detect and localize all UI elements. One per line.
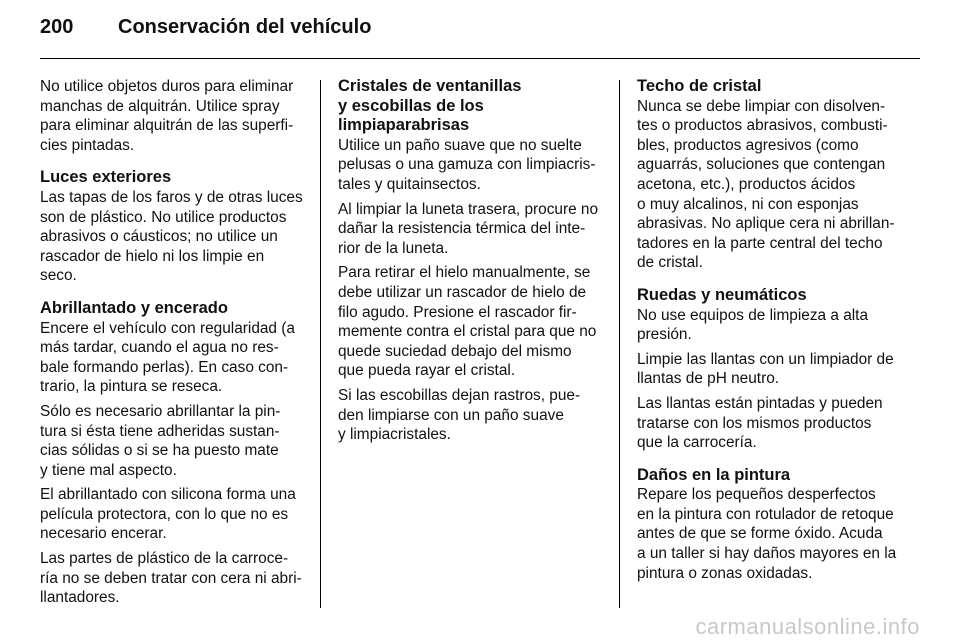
paragraph bbox=[338, 136, 606, 195]
paragraph bbox=[338, 200, 606, 259]
text-line: No utilice objetos duros para eliminar bbox=[40, 78, 294, 95]
text-line: abrasivas. No aplique cera ni abrillan- bbox=[637, 215, 895, 233]
text-line: cias sólidas o si se ha puesto mate bbox=[40, 442, 279, 460]
text-line: bale formando perlas). En caso con- bbox=[40, 358, 289, 376]
text-line: pelusas o una gamuza con limpiacris- bbox=[338, 156, 596, 174]
text-line: Para retirar el hielo manualmente, se bbox=[338, 264, 591, 282]
text-line: rascador de hielo ni los limpie en bbox=[40, 247, 265, 265]
text-line: acetona, etc.), productos ácidos bbox=[637, 175, 856, 193]
text-line: filo agudo. Presione el rascador fir- bbox=[338, 303, 577, 321]
text-line: para eliminar alquitrán de las superfi- bbox=[40, 117, 294, 135]
paragraph bbox=[637, 350, 905, 389]
text-line: Daños en la pintura bbox=[637, 465, 791, 484]
section-heading bbox=[40, 168, 308, 188]
paragraph bbox=[40, 485, 308, 544]
text-line: Las llantas están pintadas y pueden bbox=[637, 394, 883, 412]
paragraph bbox=[637, 97, 905, 273]
text-line: tales y quitainsectos. bbox=[338, 175, 481, 193]
text-line: necesario encerar. bbox=[40, 525, 167, 543]
paragraph bbox=[40, 549, 308, 608]
text-line: aguarrás, soluciones que contengan bbox=[637, 156, 886, 174]
text-line: o muy alcalinos, ni con esponjas bbox=[637, 195, 859, 213]
text-line: Ruedas y neumáticos bbox=[637, 285, 807, 304]
section-gap bbox=[40, 291, 308, 299]
column-divider-1 bbox=[320, 80, 321, 608]
text-line: rior de la luneta. bbox=[338, 239, 449, 257]
text-column-3 bbox=[637, 77, 905, 588]
page-number: 200 bbox=[40, 16, 74, 38]
text-line: cies pintadas. bbox=[40, 136, 135, 154]
text-line: memente contra el cristal para que no bbox=[338, 323, 597, 341]
text-line: Utilice un paño suave que no suelte bbox=[338, 136, 582, 154]
section-heading bbox=[637, 286, 905, 306]
paragraph bbox=[40, 319, 308, 397]
text-line: que pueda rayar el cristal. bbox=[338, 362, 516, 380]
text-line: quede suciedad debajo del mismo bbox=[338, 342, 572, 360]
text-line: de cristal. bbox=[637, 254, 703, 272]
text-line: Las partes de plástico de la carroce- bbox=[40, 550, 289, 568]
paragraph bbox=[637, 306, 905, 345]
paragraph bbox=[40, 77, 308, 155]
text-line: limpiaparabrisas bbox=[338, 116, 470, 135]
text-line: película protectora, con lo que no es bbox=[40, 505, 289, 523]
text-line: seco. bbox=[40, 267, 77, 285]
text-line: El abrillantado con silicona forma una bbox=[40, 486, 296, 504]
text-line: No use equipos de limpieza a alta bbox=[637, 306, 869, 324]
section-heading bbox=[40, 299, 308, 319]
text-line: y limpiacristales. bbox=[338, 426, 451, 444]
text-line: llantas de pH neutro. bbox=[637, 370, 780, 388]
text-line: son de plástico. No utilice productos bbox=[40, 208, 287, 226]
section-gap bbox=[637, 458, 905, 466]
text-line: Repare los pequeños desperfectos bbox=[637, 486, 876, 504]
paragraph bbox=[40, 402, 308, 480]
text-line: Techo de cristal bbox=[637, 77, 762, 95]
text-line: tratarse con los mismos productos bbox=[637, 414, 872, 432]
paragraph bbox=[40, 188, 308, 286]
text-line: debe utilizar un rascador de hielo de bbox=[338, 283, 587, 301]
text-line: ría no se deben tratar con cera ni abri- bbox=[40, 569, 302, 587]
paragraph bbox=[637, 394, 905, 453]
text-line: tadores en la parte central del techo bbox=[637, 234, 883, 252]
text-line: y tiene mal aspecto. bbox=[40, 461, 177, 479]
section-heading bbox=[338, 77, 606, 136]
text-line: Encere el vehículo con regularidad (a bbox=[40, 319, 295, 337]
watermark: carmanualsonline.info bbox=[695, 614, 920, 639]
paragraph bbox=[338, 263, 606, 381]
text-line: llantadores. bbox=[40, 589, 120, 607]
header-divider bbox=[40, 58, 920, 59]
section-heading bbox=[637, 77, 905, 97]
text-line: tes o productos abrasivos, combusti- bbox=[637, 117, 888, 135]
text-line: Sólo es necesario abrillantar la pin- bbox=[40, 402, 281, 420]
text-line: Nunca se debe limpiar con disolven- bbox=[637, 97, 886, 115]
section-heading bbox=[637, 466, 905, 486]
section-gap bbox=[40, 160, 308, 168]
text-line: manchas de alquitrán. Utilice spray bbox=[40, 97, 280, 115]
page-header bbox=[40, 16, 920, 48]
text-line: pintura o zonas oxidadas. bbox=[637, 564, 813, 582]
text-line: en la pintura con rotulador de retoque bbox=[637, 505, 894, 523]
column-divider-2 bbox=[619, 80, 620, 608]
text-line: que la carrocería. bbox=[637, 434, 757, 452]
text-line: Cristales de ventanillas bbox=[338, 77, 522, 95]
text-line: den limpiarse con un paño suave bbox=[338, 406, 564, 424]
text-line: Si las escobillas dejan rastros, pue- bbox=[338, 386, 581, 404]
paragraph bbox=[637, 485, 905, 583]
text-line: y escobillas de los bbox=[338, 96, 484, 115]
text-line: bles, productos agresivos (como bbox=[637, 136, 859, 154]
paragraph bbox=[338, 386, 606, 445]
text-line: tura si ésta tiene adheridas sustan- bbox=[40, 422, 280, 440]
text-column-2 bbox=[338, 77, 606, 450]
section-gap bbox=[637, 278, 905, 286]
text-line: a un taller si hay daños mayores en la bbox=[637, 545, 897, 563]
text-column-1 bbox=[40, 77, 308, 613]
text-line: abrasivos o cáusticos; no utilice un bbox=[40, 228, 278, 246]
chapter-title: Conservación del vehículo bbox=[118, 16, 372, 38]
text-line: Al limpiar la luneta trasera, procure no bbox=[338, 200, 599, 218]
text-line: dañar la resistencia térmica del inte- bbox=[338, 220, 586, 238]
text-line: Limpie las llantas con un limpiador de bbox=[637, 350, 894, 368]
text-line: Las tapas de los faros y de otras luces bbox=[40, 188, 303, 206]
text-line: Luces exteriores bbox=[40, 168, 172, 187]
text-line: Abrillantado y encerado bbox=[40, 298, 228, 317]
text-line: trario, la pintura se reseca. bbox=[40, 378, 223, 396]
text-line: presión. bbox=[637, 326, 692, 344]
text-line: antes de que se forme óxido. Acuda bbox=[637, 525, 883, 543]
text-line: más tardar, cuando el agua no res- bbox=[40, 339, 279, 357]
